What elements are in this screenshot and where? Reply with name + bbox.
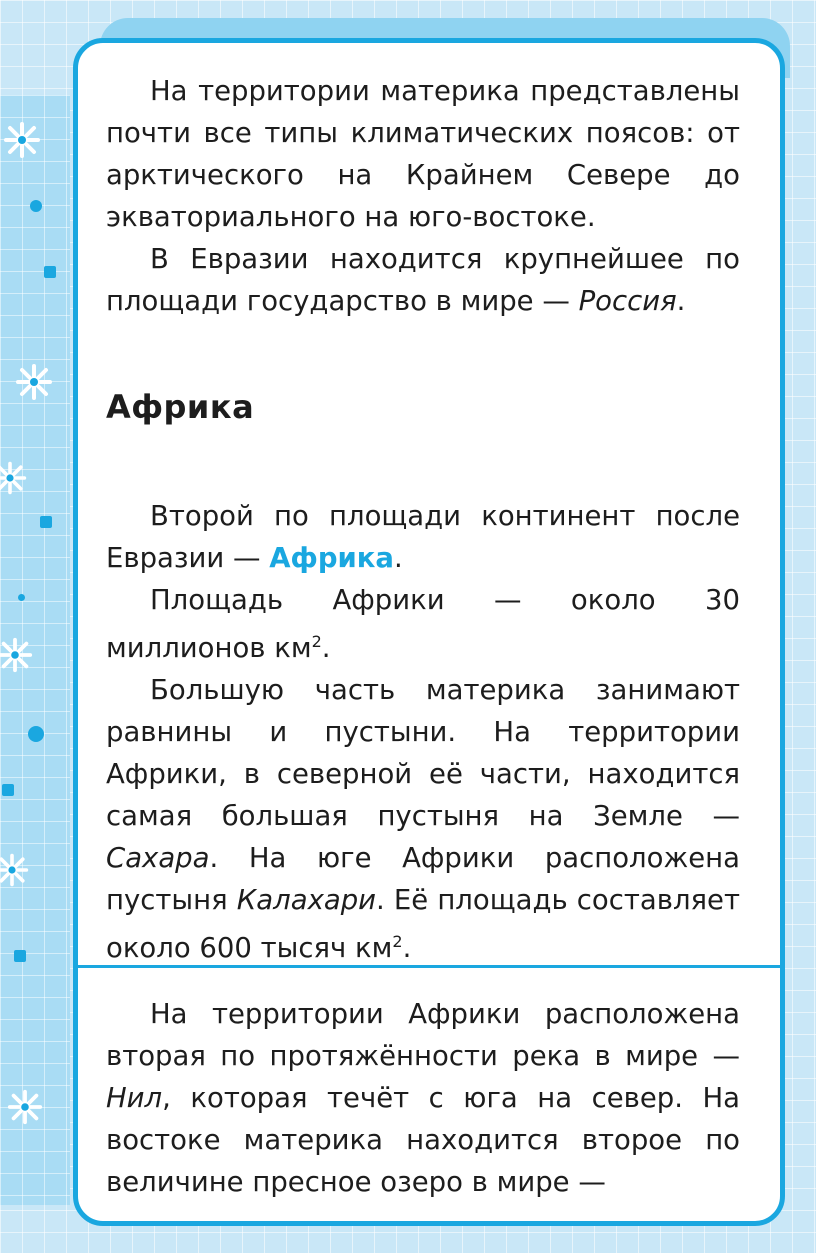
paragraph: Второй по площади континент после Евразии — Африка. bbox=[106, 500, 740, 574]
paragraph: На территории материка представлены почти все типы климатических поясов: от арктического на Крайнем Севере до экваториального на юго-востоке. bbox=[106, 75, 740, 233]
snowflake-icon bbox=[0, 852, 30, 888]
decor-square bbox=[2, 784, 14, 796]
text-block-nile bbox=[106, 993, 740, 1203]
italic-term: Калахари bbox=[236, 884, 377, 917]
superscript: 2 bbox=[392, 932, 403, 952]
italic-term: Сахара bbox=[106, 842, 210, 875]
text-block-eurasia bbox=[106, 70, 740, 322]
section-heading: Африка bbox=[106, 388, 255, 426]
text-block-africa bbox=[106, 495, 740, 969]
paragraph: На территории Африки расположена вторая по протяжённости река в мире — Нил, которая течёт с юга на север. На востоке материка находится второе по величине пресное озеро в мире — bbox=[106, 998, 740, 1198]
superscript: 2 bbox=[311, 632, 322, 651]
paragraph: В Евразии находится крупнейшее по площади государство в мире — Россия. bbox=[106, 243, 740, 317]
decor-dot bbox=[18, 594, 25, 601]
snowflake-icon bbox=[14, 362, 54, 402]
decor-square bbox=[44, 266, 56, 278]
content-card bbox=[73, 38, 785, 1226]
italic-term: Россия bbox=[578, 285, 677, 317]
decor-dot bbox=[28, 726, 44, 742]
highlighted-term: Африка bbox=[269, 542, 394, 574]
decor-square bbox=[40, 516, 52, 528]
paragraph: Большую часть материка занимают равнины и пустыни. На территории Африки, в северной её части, находится самая большая пустыня на Земле — Сахара. На юге Африки расположена пустыня Калахари. Её площадь составляет около 600 тысяч $км^2$. bbox=[106, 674, 740, 965]
section-divider bbox=[78, 965, 780, 968]
snowflake-icon bbox=[2, 120, 42, 160]
decor-square bbox=[14, 950, 26, 962]
snowflake-icon bbox=[6, 1088, 44, 1126]
decor-dot bbox=[30, 200, 42, 212]
italic-term: Нил bbox=[106, 1082, 163, 1114]
snowflake-icon bbox=[0, 636, 34, 674]
paragraph: Площадь Африки — около 30 миллионов $км^2$. bbox=[106, 584, 740, 665]
snowflake-icon bbox=[0, 460, 28, 496]
